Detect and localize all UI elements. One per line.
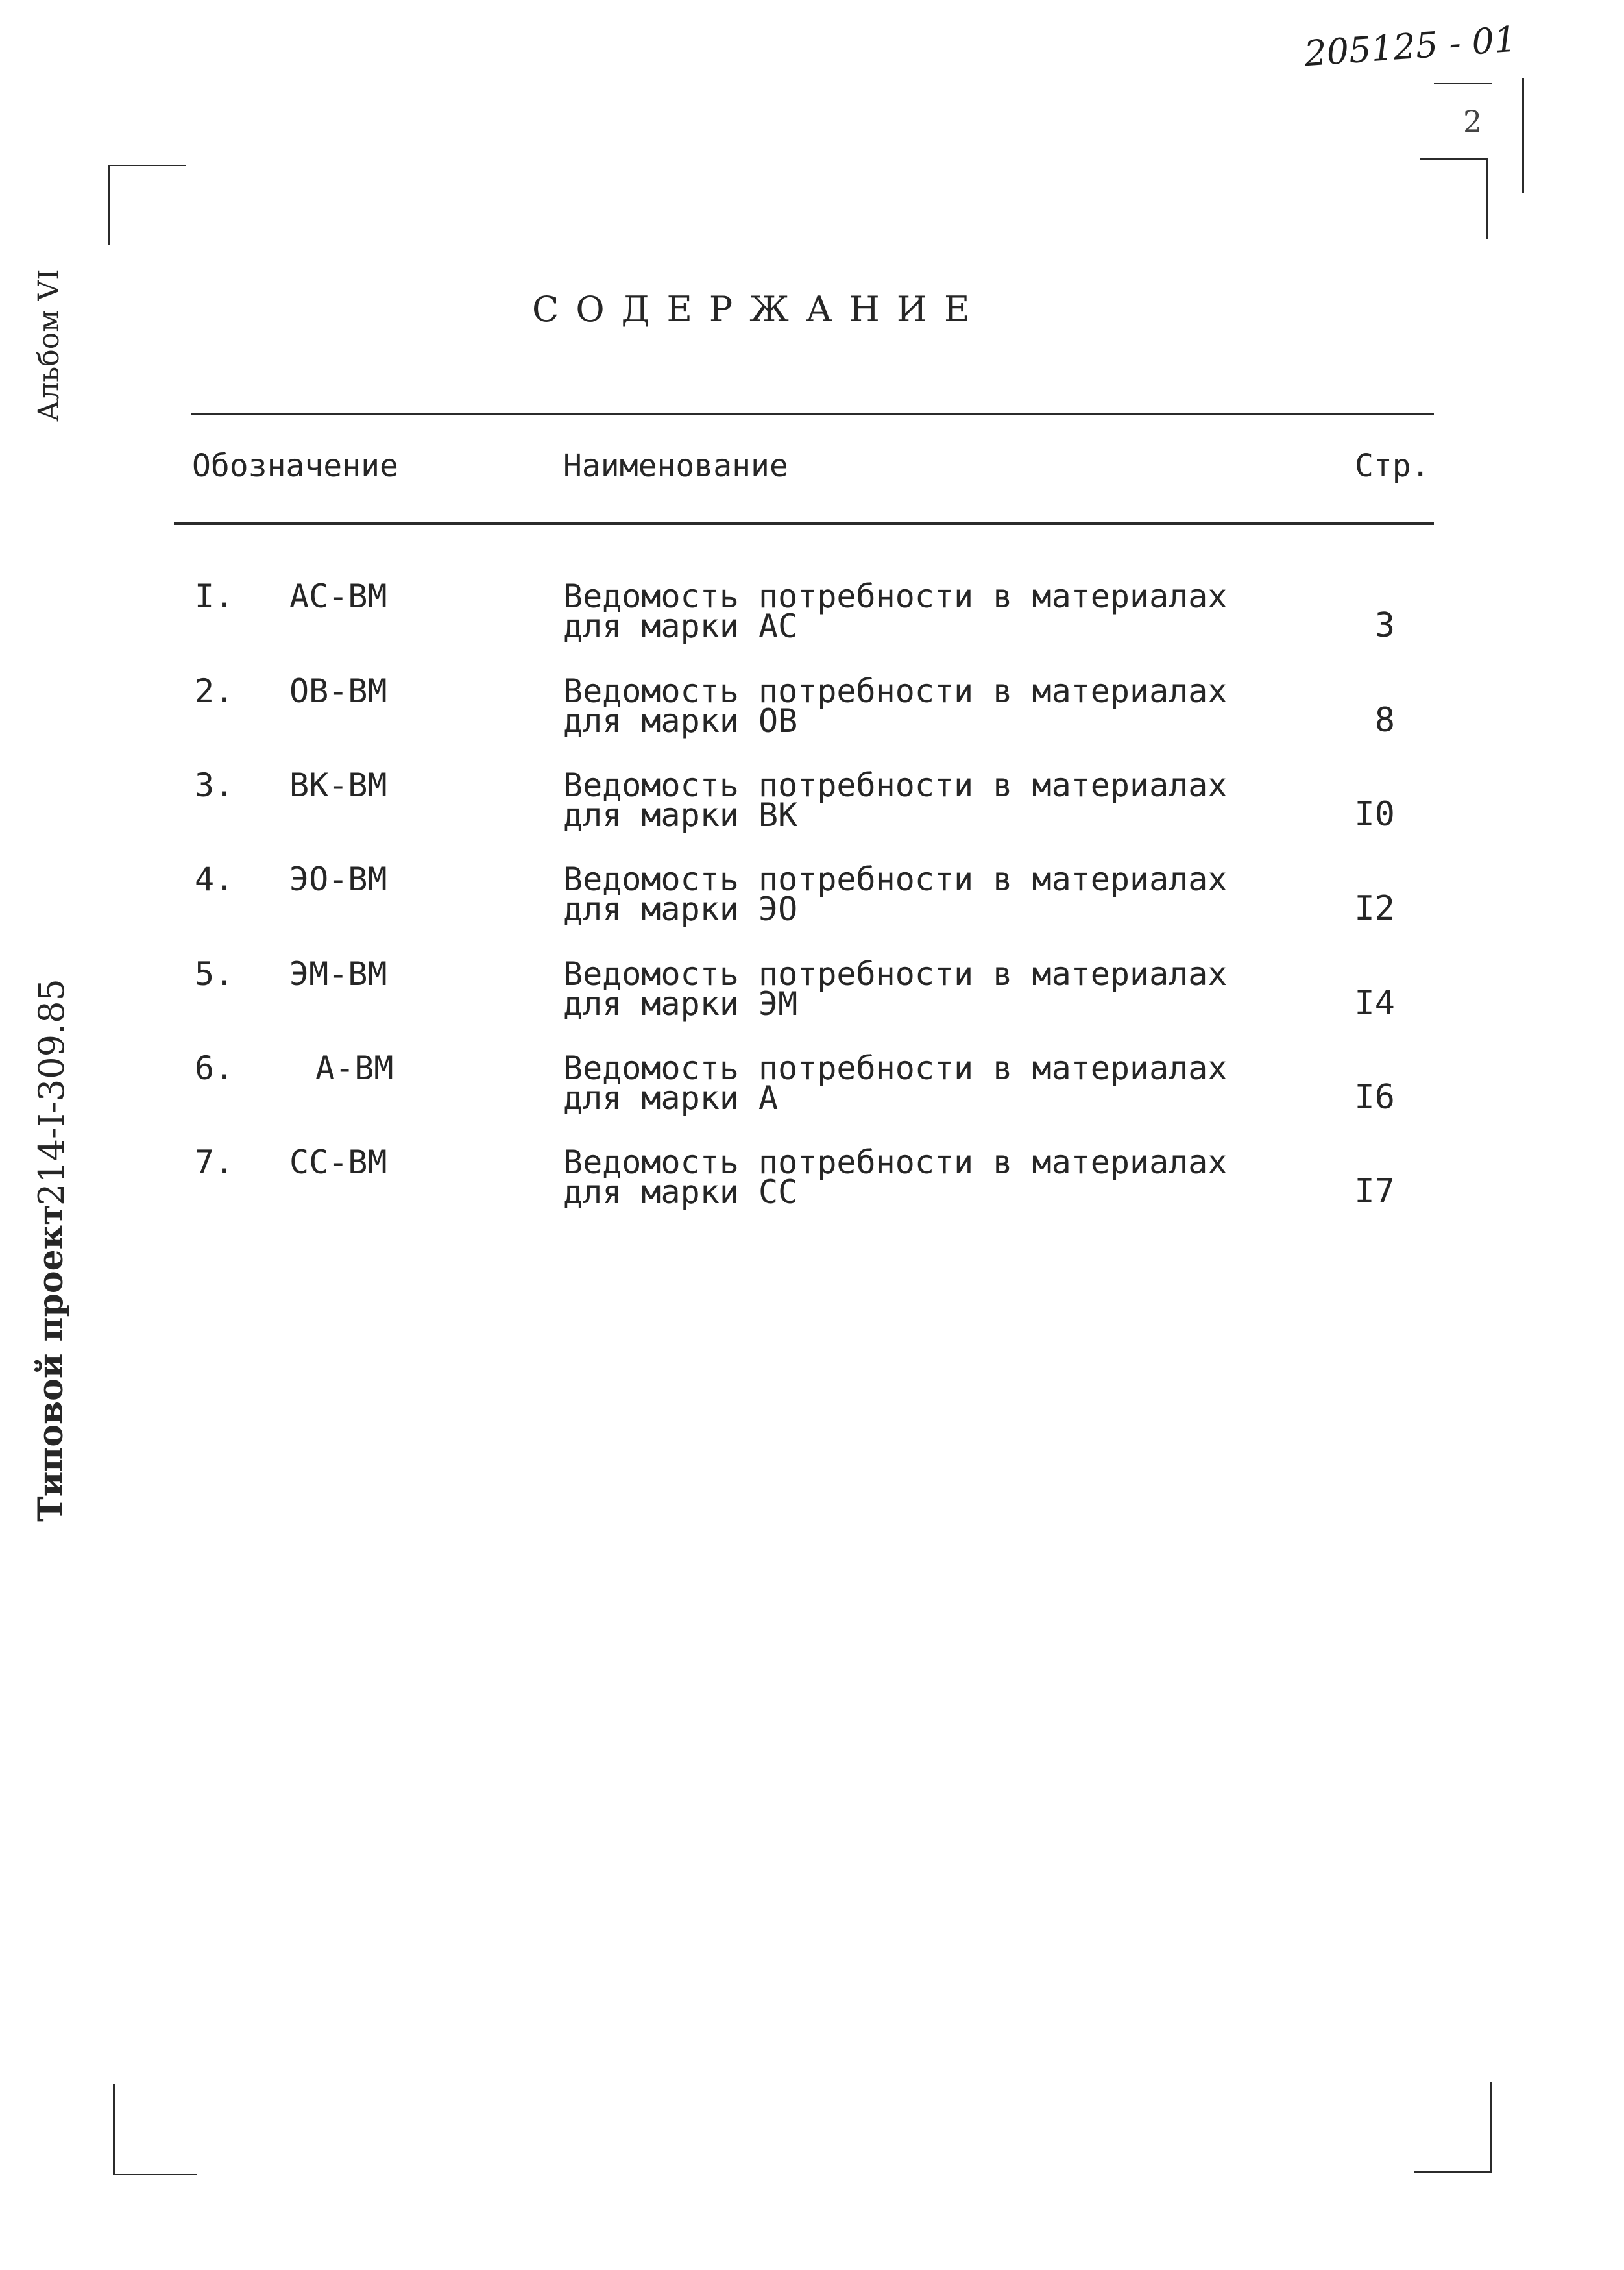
row-name-line2: для марки ЭМ: [563, 985, 798, 1023]
corner-mark-bottom-right-h: [1414, 2171, 1491, 2173]
row-number: I.: [195, 578, 234, 615]
column-header-page: Стр.: [1355, 448, 1430, 484]
row-name-line2: для марки ОВ: [563, 702, 798, 740]
table-row: [0, 766, 1624, 857]
row-page: I6: [1354, 1078, 1395, 1117]
row-name-line2: для марки ВК: [563, 796, 798, 834]
row-page: I7: [1354, 1172, 1395, 1211]
album-label: Альбом VI: [32, 269, 66, 422]
page-title: СОДЕРЖАНИЕ: [532, 289, 987, 330]
corner-mark-top-left-v: [108, 165, 110, 245]
row-code: ОВ-ВМ: [289, 672, 387, 710]
row-page: I4: [1354, 984, 1395, 1023]
row-page: 3: [1374, 606, 1395, 645]
row-code: ЭО-ВМ: [289, 860, 387, 898]
row-name-line1: Ведомость потребности в материалах: [563, 1143, 1228, 1181]
row-page: I0: [1354, 795, 1395, 834]
row-name-line1: Ведомость потребности в материалах: [563, 578, 1228, 615]
table-top-rule: [191, 413, 1434, 415]
row-name-line2: для марки АС: [563, 607, 798, 645]
corner-mark-top-right-h: [1420, 158, 1487, 160]
corner-mark-bottom-left-h: [113, 2174, 197, 2175]
sheet-number: 2: [1463, 104, 1483, 139]
table-row: [0, 578, 1624, 668]
corner-mark-top-left-h: [108, 165, 186, 166]
table-row: [0, 860, 1624, 951]
row-name-line1: Ведомость потребности в материалах: [563, 672, 1228, 710]
table-row: [0, 1049, 1624, 1140]
sheet-number-frame-right: [1522, 78, 1524, 193]
table-row: [0, 1143, 1624, 1234]
table-row: [0, 955, 1624, 1046]
column-header-designation: Обозначение: [192, 448, 398, 484]
corner-mark-bottom-right-v: [1490, 2082, 1492, 2173]
handwritten-stamp: 205125 - 01: [1303, 18, 1518, 75]
row-number: 7.: [195, 1143, 234, 1181]
table-header-bottom-rule: [174, 522, 1434, 525]
row-code: ВК-ВМ: [289, 766, 387, 804]
project-type-label: Типовой проект: [31, 1204, 71, 1522]
row-name-line2: для марки А: [563, 1079, 779, 1117]
row-name-line1: Ведомость потребности в материалах: [563, 1049, 1228, 1087]
corner-mark-bottom-left-v: [113, 2084, 115, 2175]
row-name-line1: Ведомость потребности в материалах: [563, 955, 1228, 993]
row-name-line1: Ведомость потребности в материалах: [563, 860, 1228, 898]
row-name-line2: для марки ЭО: [563, 890, 798, 928]
row-code: СС-ВМ: [289, 1143, 387, 1181]
row-page: I2: [1354, 889, 1395, 928]
row-number: 2.: [195, 672, 234, 710]
sheet-number-top-rule: [1434, 83, 1492, 84]
row-number: 6.: [195, 1049, 234, 1087]
row-name-line1: Ведомость потребности в материалах: [563, 766, 1228, 804]
row-page: 8: [1374, 701, 1395, 740]
row-number: 3.: [195, 766, 234, 804]
corner-mark-top-right-v: [1486, 158, 1488, 239]
row-code: А-ВМ: [315, 1049, 394, 1087]
row-name-line2: для марки СС: [563, 1173, 798, 1211]
row-code: АС-ВМ: [289, 578, 387, 615]
column-header-name: Наименование: [563, 448, 788, 484]
row-number: 4.: [195, 860, 234, 898]
project-code-label: 214-I-309.85: [31, 979, 72, 1206]
row-code: ЭМ-ВМ: [289, 955, 387, 993]
table-row: [0, 672, 1624, 763]
row-number: 5.: [195, 955, 234, 993]
